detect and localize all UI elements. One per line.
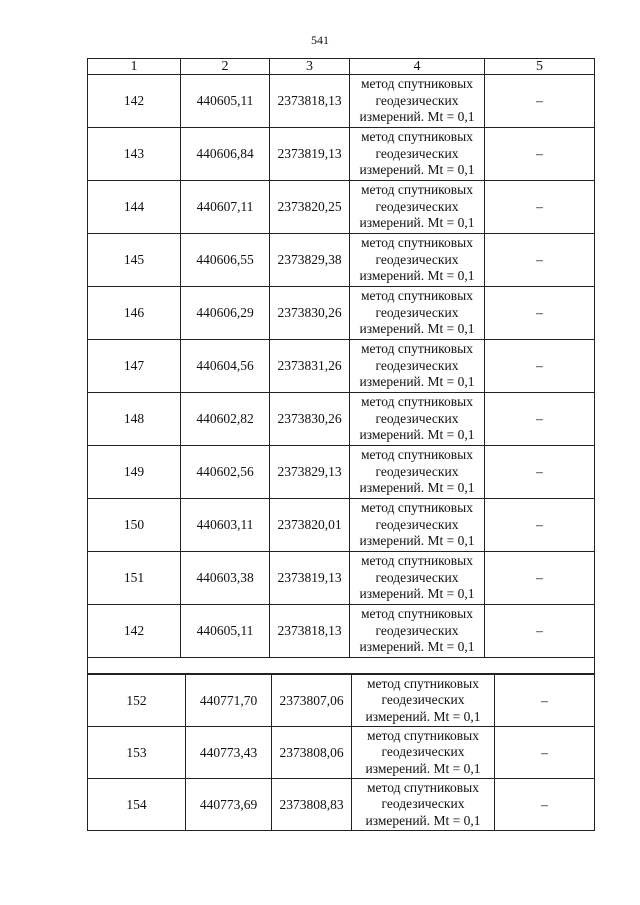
point-number-cell: 142 xyxy=(88,605,181,658)
x-coordinate-cell: 440604,56 xyxy=(181,340,270,393)
method-cell xyxy=(352,727,495,779)
column-header: 4 xyxy=(350,59,485,75)
method-text-line: геодезических xyxy=(375,251,459,267)
point-number-cell: 149 xyxy=(88,446,181,499)
point-number-cell: 152 xyxy=(88,675,186,727)
point-number-cell: 147 xyxy=(88,340,181,393)
method-cell xyxy=(350,393,485,446)
method-text-line: метод спутниковых xyxy=(361,288,473,304)
dash-cell: – xyxy=(485,552,595,605)
method-text-line: измерений. Mt = 0,1 xyxy=(359,586,475,602)
dash-cell: – xyxy=(485,393,595,446)
table-row xyxy=(88,393,595,446)
dash-cell: – xyxy=(485,234,595,287)
dash-cell: – xyxy=(485,128,595,181)
coordinates-table-continued xyxy=(87,674,595,831)
dash-cell: – xyxy=(485,181,595,234)
x-coordinate-cell: 440605,11 xyxy=(181,605,270,658)
table-row xyxy=(88,446,595,499)
table-row xyxy=(88,779,595,831)
dash-cell: – xyxy=(495,727,595,779)
method-text-line: геодезических xyxy=(375,304,459,320)
column-header: 1 xyxy=(88,59,181,75)
dash-cell: – xyxy=(485,75,595,128)
method-text-line: геодезических xyxy=(375,463,459,479)
table-row xyxy=(88,287,595,340)
dash-cell: – xyxy=(495,779,595,831)
point-number-cell: 154 xyxy=(88,779,186,831)
point-number-cell: 151 xyxy=(88,552,181,605)
y-coordinate-cell: 2373819,13 xyxy=(270,128,350,181)
point-number-cell: 145 xyxy=(88,234,181,287)
method-text-line: измерений. Mt = 0,1 xyxy=(359,427,475,443)
y-coordinate-cell: 2373830,26 xyxy=(270,287,350,340)
coordinates-table xyxy=(87,58,595,674)
y-coordinate-cell: 2373820,25 xyxy=(270,181,350,234)
method-text-line: метод спутниковых xyxy=(361,447,473,463)
method-cell xyxy=(350,499,485,552)
x-coordinate-cell: 440602,56 xyxy=(181,446,270,499)
point-number-cell: 148 xyxy=(88,393,181,446)
y-coordinate-cell: 2373829,13 xyxy=(270,446,350,499)
method-cell xyxy=(350,446,485,499)
method-text-line: геодезических xyxy=(375,622,459,638)
method-cell xyxy=(350,75,485,128)
method-text-line: измерений. Mt = 0,1 xyxy=(359,480,475,496)
method-cell xyxy=(350,181,485,234)
method-text-line: метод спутниковых xyxy=(361,76,473,92)
table-row xyxy=(88,552,595,605)
table-row xyxy=(88,340,595,393)
column-header: 5 xyxy=(485,59,595,75)
point-number-cell: 153 xyxy=(88,727,186,779)
method-text-line: геодезических xyxy=(375,410,459,426)
page-number: 541 xyxy=(311,33,329,47)
method-text-line: геодезических xyxy=(375,198,459,214)
method-cell xyxy=(352,779,495,831)
method-text-line: метод спутниковых xyxy=(361,553,473,569)
y-coordinate-cell: 2373830,26 xyxy=(270,393,350,446)
method-text-line: измерений. Mt = 0,1 xyxy=(359,215,475,231)
method-text-line: измерений. Mt = 0,1 xyxy=(359,162,475,178)
method-text-line: измерений. Mt = 0,1 xyxy=(359,321,475,337)
dash-cell: – xyxy=(485,287,595,340)
method-text-line: измерений. Mt = 0,1 xyxy=(359,374,475,390)
method-text-line: геодезических xyxy=(381,744,465,760)
dash-cell: – xyxy=(485,605,595,658)
y-coordinate-cell: 2373820,01 xyxy=(270,499,350,552)
y-coordinate-cell: 2373829,38 xyxy=(270,234,350,287)
method-text-line: измерений. Mt = 0,1 xyxy=(359,533,475,549)
table-row xyxy=(88,181,595,234)
method-text-line: метод спутниковых xyxy=(367,727,479,743)
table-row xyxy=(88,499,595,552)
method-text-line: метод спутниковых xyxy=(367,779,479,795)
method-text-line: геодезических xyxy=(381,692,465,708)
table-row xyxy=(88,675,595,727)
y-coordinate-cell: 2373808,06 xyxy=(272,727,352,779)
x-coordinate-cell: 440603,11 xyxy=(181,499,270,552)
method-text-line: геодезических xyxy=(375,145,459,161)
method-text-line: геодезических xyxy=(375,516,459,532)
dash-cell: – xyxy=(485,340,595,393)
x-coordinate-cell: 440771,70 xyxy=(186,675,272,727)
table-row xyxy=(88,605,595,658)
method-cell xyxy=(350,605,485,658)
y-coordinate-cell: 2373819,13 xyxy=(270,552,350,605)
x-coordinate-cell: 440606,84 xyxy=(181,128,270,181)
point-number-cell: 142 xyxy=(88,75,181,128)
y-coordinate-cell: 2373808,83 xyxy=(272,779,352,831)
method-text-line: метод спутниковых xyxy=(361,129,473,145)
method-text-line: геодезических xyxy=(375,92,459,108)
y-coordinate-cell: 2373818,13 xyxy=(270,75,350,128)
method-text-line: измерений. Mt = 0,1 xyxy=(359,639,475,655)
method-text-line: измерений. Mt = 0,1 xyxy=(365,812,481,828)
point-number-cell: 150 xyxy=(88,499,181,552)
x-coordinate-cell: 440603,38 xyxy=(181,552,270,605)
method-cell xyxy=(350,340,485,393)
method-text-line: измерений. Mt = 0,1 xyxy=(365,708,481,724)
method-text-line: геодезических xyxy=(381,796,465,812)
x-coordinate-cell: 440773,43 xyxy=(186,727,272,779)
method-text-line: метод спутниковых xyxy=(361,235,473,251)
dash-cell: – xyxy=(495,675,595,727)
x-coordinate-cell: 440607,11 xyxy=(181,181,270,234)
point-number-cell: 144 xyxy=(88,181,181,234)
method-text-line: метод спутниковых xyxy=(367,675,479,691)
method-text-line: метод спутниковых xyxy=(361,341,473,357)
y-coordinate-cell: 2373818,13 xyxy=(270,605,350,658)
column-header: 2 xyxy=(181,59,270,75)
point-number-cell: 143 xyxy=(88,128,181,181)
table-row xyxy=(88,727,595,779)
x-coordinate-cell: 440606,55 xyxy=(181,234,270,287)
table-row xyxy=(88,234,595,287)
dash-cell: – xyxy=(485,499,595,552)
table-row xyxy=(88,75,595,128)
method-text-line: метод спутниковых xyxy=(361,182,473,198)
method-cell xyxy=(350,287,485,340)
method-text-line: измерений. Mt = 0,1 xyxy=(365,760,481,776)
x-coordinate-cell: 440602,82 xyxy=(181,393,270,446)
x-coordinate-cell: 440606,29 xyxy=(181,287,270,340)
method-cell xyxy=(350,552,485,605)
y-coordinate-cell: 2373807,06 xyxy=(272,675,352,727)
column-header: 3 xyxy=(270,59,350,75)
table-header-row xyxy=(88,59,595,75)
method-text-line: измерений. Mt = 0,1 xyxy=(359,268,475,284)
y-coordinate-cell: 2373831,26 xyxy=(270,340,350,393)
method-text-line: геодезических xyxy=(375,569,459,585)
method-text-line: геодезических xyxy=(375,357,459,373)
method-cell xyxy=(350,128,485,181)
method-text-line: метод спутниковых xyxy=(361,606,473,622)
method-cell xyxy=(350,234,485,287)
dash-cell: – xyxy=(485,446,595,499)
x-coordinate-cell: 440773,69 xyxy=(186,779,272,831)
method-cell xyxy=(352,675,495,727)
table-row xyxy=(88,128,595,181)
method-text-line: измерений. Mt = 0,1 xyxy=(359,109,475,125)
method-text-line: метод спутниковых xyxy=(361,500,473,516)
point-number-cell: 146 xyxy=(88,287,181,340)
method-text-line: метод спутниковых xyxy=(361,394,473,410)
separator-row xyxy=(88,658,595,674)
x-coordinate-cell: 440605,11 xyxy=(181,75,270,128)
